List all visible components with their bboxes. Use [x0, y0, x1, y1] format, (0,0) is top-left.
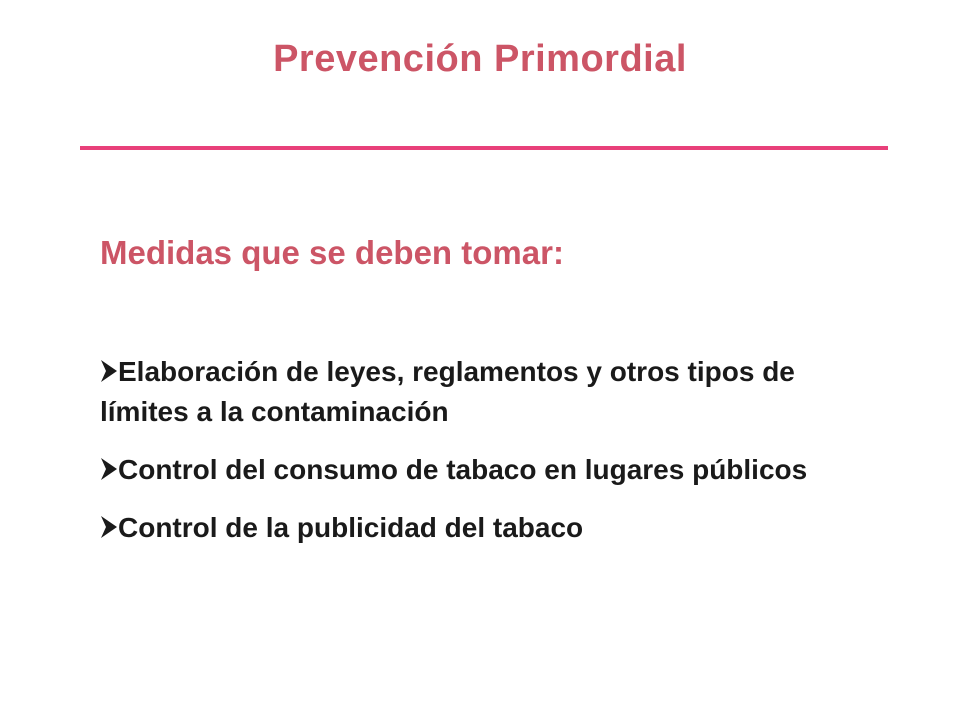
- bullet-text: Control de la publicidad del tabaco: [118, 512, 584, 543]
- arrowhead-bullet-icon: [100, 457, 118, 481]
- bullet-text: Control del consumo de tabaco en lugares públicos: [118, 454, 808, 485]
- bullet-item: [100, 508, 860, 548]
- arrowhead-bullet-icon: [100, 359, 118, 383]
- bullet-item: [100, 352, 860, 432]
- title-divider: [80, 146, 888, 150]
- bullet-item: [100, 450, 860, 490]
- bullet-text: Elaboración de leyes, reglamentos y otros tipos de límites a la contaminación: [100, 356, 795, 427]
- arrowhead-bullet-icon: [100, 515, 118, 539]
- slide-title: Prevención Primordial: [273, 38, 687, 80]
- slide-subtitle: Medidas que se deben tomar:: [100, 234, 564, 271]
- bullet-list: [100, 352, 860, 566]
